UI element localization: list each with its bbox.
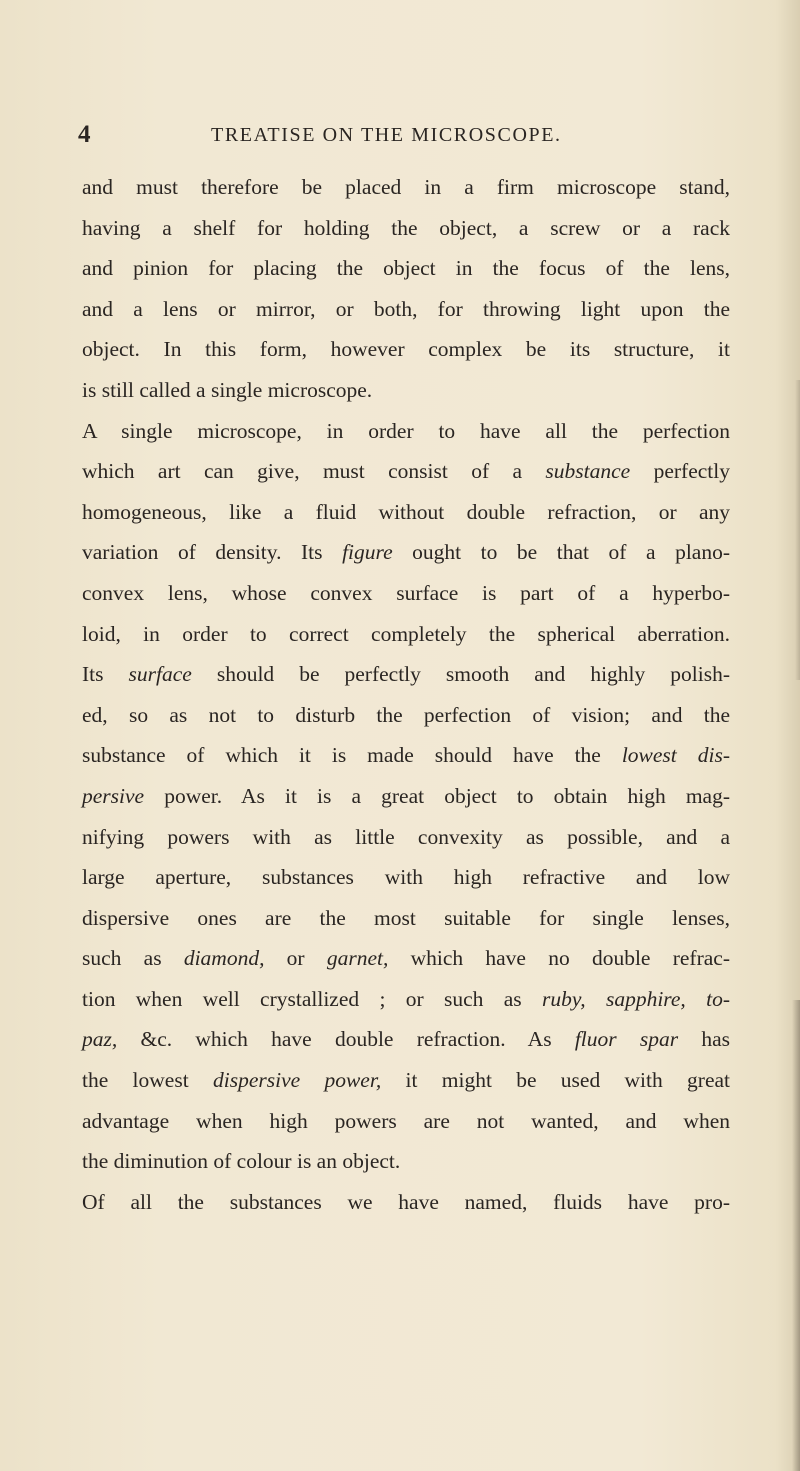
body-text <box>82 167 730 1222</box>
text-line: tion when well crystallized ; or such as ruby, sapphire, to- <box>82 986 730 1011</box>
text-line: and pinion for placing the object in the focus of the lens, <box>82 256 730 281</box>
text-line: ed, so as not to disturb the perfection of vision; and the <box>82 702 730 727</box>
text-line: substance of which it is made should have the lowest dis- <box>82 743 730 768</box>
text-line: convex lens, whose convex surface is part of a hyperbo- <box>82 580 730 605</box>
text-line: variation of density. Its figure ought to be that of a plano- <box>82 540 730 565</box>
text-line: paz, &c. which have double refraction. As fluor spar has <box>82 1027 730 1052</box>
text-line: object. In this form, however complex be its structure, it <box>82 337 730 362</box>
text-line: the diminution of colour is an object. <box>82 1149 401 1174</box>
text-line: such as diamond, or garnet, which have no double refrac- <box>82 946 730 971</box>
page-header <box>78 120 738 150</box>
text-line: and a lens or mirror, or both, for throwing light upon the <box>82 296 730 321</box>
text-line: persive power. As it is a great object to obtain high mag- <box>82 783 730 808</box>
text-line: dispersive ones are the most suitable for single lenses, <box>82 905 730 930</box>
text-line: loid, in order to correct completely the spherical aberration. <box>82 621 730 646</box>
text-line: advantage when high powers are not wanted, and when <box>82 1108 730 1133</box>
text-line: having a shelf for holding the object, a screw or a rack <box>82 215 730 240</box>
text-line: the lowest dispersive power, it might be used with great <box>82 1068 731 1093</box>
text-line: and must therefore be placed in a firm microscope stand, <box>82 175 730 199</box>
text-line: Its surface should be perfectly smooth and highly polish- <box>82 662 731 687</box>
page-number: 4 <box>78 121 91 148</box>
text-line: Of all the substances we have named, fluids have pro- <box>82 1189 730 1214</box>
text-line: A single microscope, in order to have all the perfection <box>82 418 730 443</box>
page-edge-shadow <box>795 380 800 680</box>
text-line: which art can give, must consist of a substance perfectly <box>82 459 730 484</box>
text-line: nifying powers with as little convexity as possible, and a <box>82 824 730 849</box>
text-line: large aperture, substances with high refractive and low <box>82 865 730 890</box>
text-line: homogeneous, like a fluid without double refraction, or any <box>82 499 730 524</box>
running-title: TREATISE ON THE MICROSCOPE. <box>211 124 562 146</box>
text-line: is still called a single microscope. <box>82 377 373 402</box>
page-edge-shadow <box>792 1000 800 1471</box>
